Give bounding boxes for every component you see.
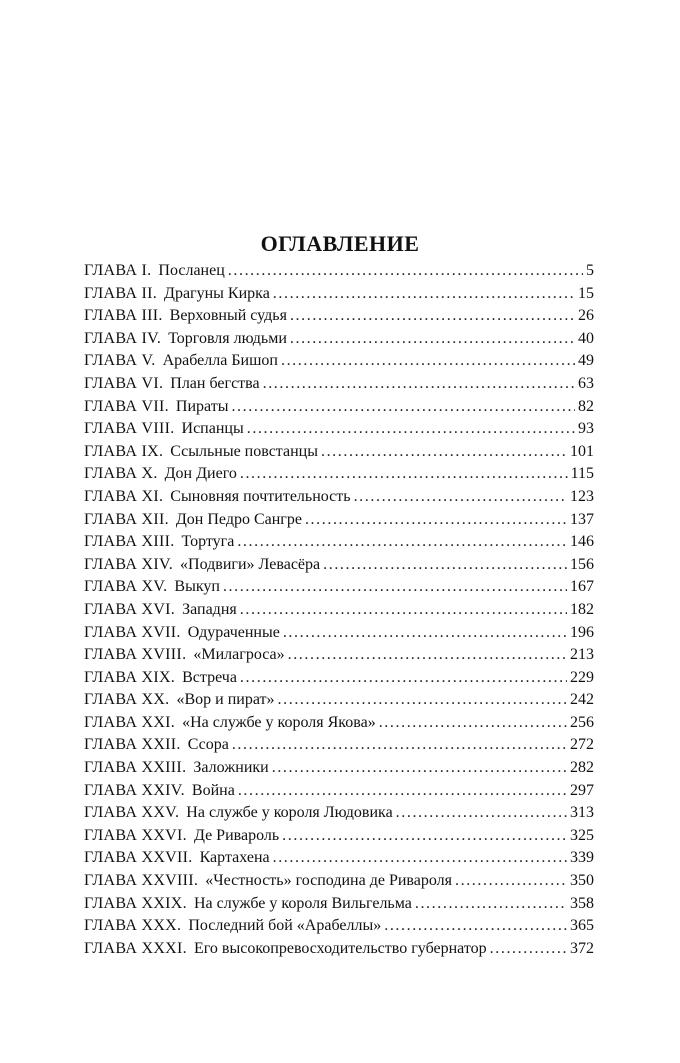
chapter-number: ГЛАВА XXXI. [84,939,187,957]
page-number: 15 [578,284,594,302]
chapter-title: Дон Педро Сангре [175,510,302,528]
chapter-number: ГЛАВА II. [84,284,158,302]
toc-entry [84,802,594,825]
dot-leader [272,757,567,780]
dot-leader [379,712,567,735]
chapter-number: ГЛАВА XXI. [84,713,176,731]
toc-entry [84,712,594,735]
toc-entry [84,441,594,464]
page-number: 137 [570,510,594,528]
toc-entry [84,305,594,328]
toc-entry [84,599,594,622]
dot-leader [321,441,567,464]
dot-leader [232,734,567,757]
chapter-title: Торговля людьми [168,329,287,347]
chapter-number: ГЛАВА XXIX. [84,894,187,912]
chapter-title: На службе у короля Вильгельма [193,894,412,912]
page-title: ОГЛАВЛЕНИЕ [260,230,420,256]
page-number: 5 [586,262,594,279]
page-number: 339 [570,849,594,867]
chapter-title: Его высокопревосходительство губернатор [193,939,487,957]
toc-entry [84,870,594,893]
chapter-title: «На службе у короля Якова» [182,713,376,731]
chapter-title: Арабелла Бишоп [162,352,278,370]
chapter-title: Выкуп [174,578,220,596]
chapter-number: ГЛАВА XXV. [84,804,180,822]
dot-leader [273,283,575,306]
chapter-title: Посланец [158,262,225,279]
dot-leader [240,667,567,690]
dot-leader [237,531,567,554]
chapter-title: Ссора [187,736,229,754]
chapter-title: План бегства [170,374,260,392]
chapter-title: «Честность» господина де Ривароля [205,872,452,890]
toc-entry [84,576,594,599]
toc-entry [84,350,594,373]
chapter-title: «Милагроса» [193,646,285,664]
page-number: 350 [570,872,594,890]
page-number: 63 [578,374,594,392]
page-number: 282 [570,759,594,777]
chapter-number: ГЛАВА IX. [84,442,164,460]
chapter-number: ГЛАВА X. [84,465,158,483]
page-number: 229 [570,668,594,686]
page-number: 82 [578,397,594,415]
dot-leader [247,418,575,441]
page-number: 358 [570,894,594,912]
chapter-number: ГЛАВА VII. [84,397,169,415]
chapter-number: ГЛАВА XX. [84,691,170,709]
toc-entry [84,328,594,351]
page-number: 325 [570,826,594,844]
dot-leader [240,463,568,486]
chapter-number: ГЛАВА XIV. [84,555,174,573]
dot-leader [305,509,567,532]
page-number: 49 [578,352,594,370]
toc-entry [84,486,594,509]
dot-leader [231,396,575,419]
chapter-number: ГЛАВА XXVI. [84,826,187,844]
page-number: 256 [570,713,594,731]
page-number: 101 [570,442,594,460]
page-number: 26 [578,307,594,325]
toc-entry [84,644,594,667]
toc-entry [84,463,594,486]
dot-leader [290,328,575,351]
toc-entry [84,418,594,441]
toc-entry [84,373,594,396]
chapter-number: ГЛАВА XII. [84,510,169,528]
chapter-title: Картахена [199,849,270,867]
dot-leader [263,373,575,396]
chapter-number: ГЛАВА XVII. [84,623,181,641]
chapter-title: Драгуны Кирка [164,284,270,302]
page-number: 182 [570,600,594,618]
chapter-title: Последний бой «Арабеллы» [188,917,382,935]
chapter-number: ГЛАВА IV. [84,329,162,347]
page-number: 272 [570,736,594,754]
toc-entry [84,622,594,645]
chapter-number: ГЛАВА V. [84,352,156,370]
toc-entry [84,893,594,916]
chapter-number: ГЛАВА VIII. [84,420,175,438]
chapter-number: ГЛАВА XXX. [84,917,182,935]
dot-leader [223,576,567,599]
chapter-title: Пираты [175,397,229,415]
page-number: 313 [570,804,594,822]
chapter-title: Встреча [182,668,237,686]
toc-entry [84,689,594,712]
page-number: 115 [570,465,594,483]
chapter-title: «Вор и пират» [176,691,275,709]
chapter-title: Заложники [193,759,269,777]
page-number: 156 [570,555,594,573]
toc-entry [84,509,594,532]
chapter-number: ГЛАВА III. [84,307,163,325]
chapter-number: ГЛАВА XXIV. [84,781,185,799]
page-number: 146 [570,533,594,551]
dot-leader [354,486,567,509]
chapter-number: ГЛАВА XXII. [84,736,181,754]
chapter-number: ГЛАВА XV. [84,578,168,596]
toc-entry [84,825,594,848]
page-number: 372 [570,939,594,957]
dot-leader [238,780,567,803]
toc-entry [84,283,594,306]
toc-entry [84,847,594,870]
chapter-title: Западня [182,600,237,618]
page-number: 40 [578,329,594,347]
table-of-contents [84,260,594,960]
chapter-number: ГЛАВА XVI. [84,600,176,618]
chapter-number: ГЛАВА XIII. [84,533,175,551]
page-number: 123 [570,487,594,505]
dot-leader [323,554,567,577]
page-number: 213 [570,646,594,664]
dot-leader [228,260,583,283]
dot-leader [282,825,567,848]
chapter-number: ГЛАВА XVIII. [84,646,187,664]
toc-entry [84,938,594,961]
chapter-number: ГЛАВА XXVIII. [84,872,199,890]
chapter-number: ГЛАВА XIX. [84,668,176,686]
toc-entry [84,757,594,780]
toc-entry [84,780,594,803]
chapter-title: Де Ривароль [193,826,280,844]
chapter-number: ГЛАВА XXVII. [84,849,193,867]
toc-entry [84,554,594,577]
dot-leader [415,893,567,916]
toc-entry [84,396,594,419]
dot-leader [288,644,567,667]
chapter-title: Верховный судья [169,307,287,325]
toc-entry [84,260,594,283]
toc-entry [84,531,594,554]
chapter-title: «Подвиги» Левасёра [180,555,321,573]
dot-leader [281,350,575,373]
dot-leader [273,847,567,870]
toc-entry [84,915,594,938]
dot-leader [283,622,567,645]
chapter-number: ГЛАВА XXIII. [84,759,187,777]
toc-entry [84,734,594,757]
chapter-title: Ссыльные повстанцы [170,442,318,460]
chapter-title: Сыновняя почтительность [170,487,351,505]
chapter-title: На службе у короля Людовика [186,804,393,822]
chapter-number: ГЛАВА I. [84,262,152,279]
dot-leader [455,870,567,893]
page-number: 365 [570,917,594,935]
dot-leader [240,599,567,622]
chapter-title: Тортуга [181,533,235,551]
page-number: 196 [570,623,594,641]
chapter-number: ГЛАВА VI. [84,374,164,392]
chapter-title: Испанцы [181,420,244,438]
dot-leader [278,689,567,712]
toc-entry [84,667,594,690]
dot-leader [290,305,575,328]
chapter-number: ГЛАВА XI. [84,487,164,505]
chapter-title: Одураченные [187,623,280,641]
dot-leader [490,938,567,961]
dot-leader [384,915,567,938]
page-number: 93 [578,420,594,438]
page-number: 297 [570,781,594,799]
page-number: 242 [570,691,594,709]
page-number: 167 [570,578,594,596]
chapter-title: Дон Диего [164,465,237,483]
chapter-title: Война [191,781,235,799]
dot-leader [396,802,567,825]
